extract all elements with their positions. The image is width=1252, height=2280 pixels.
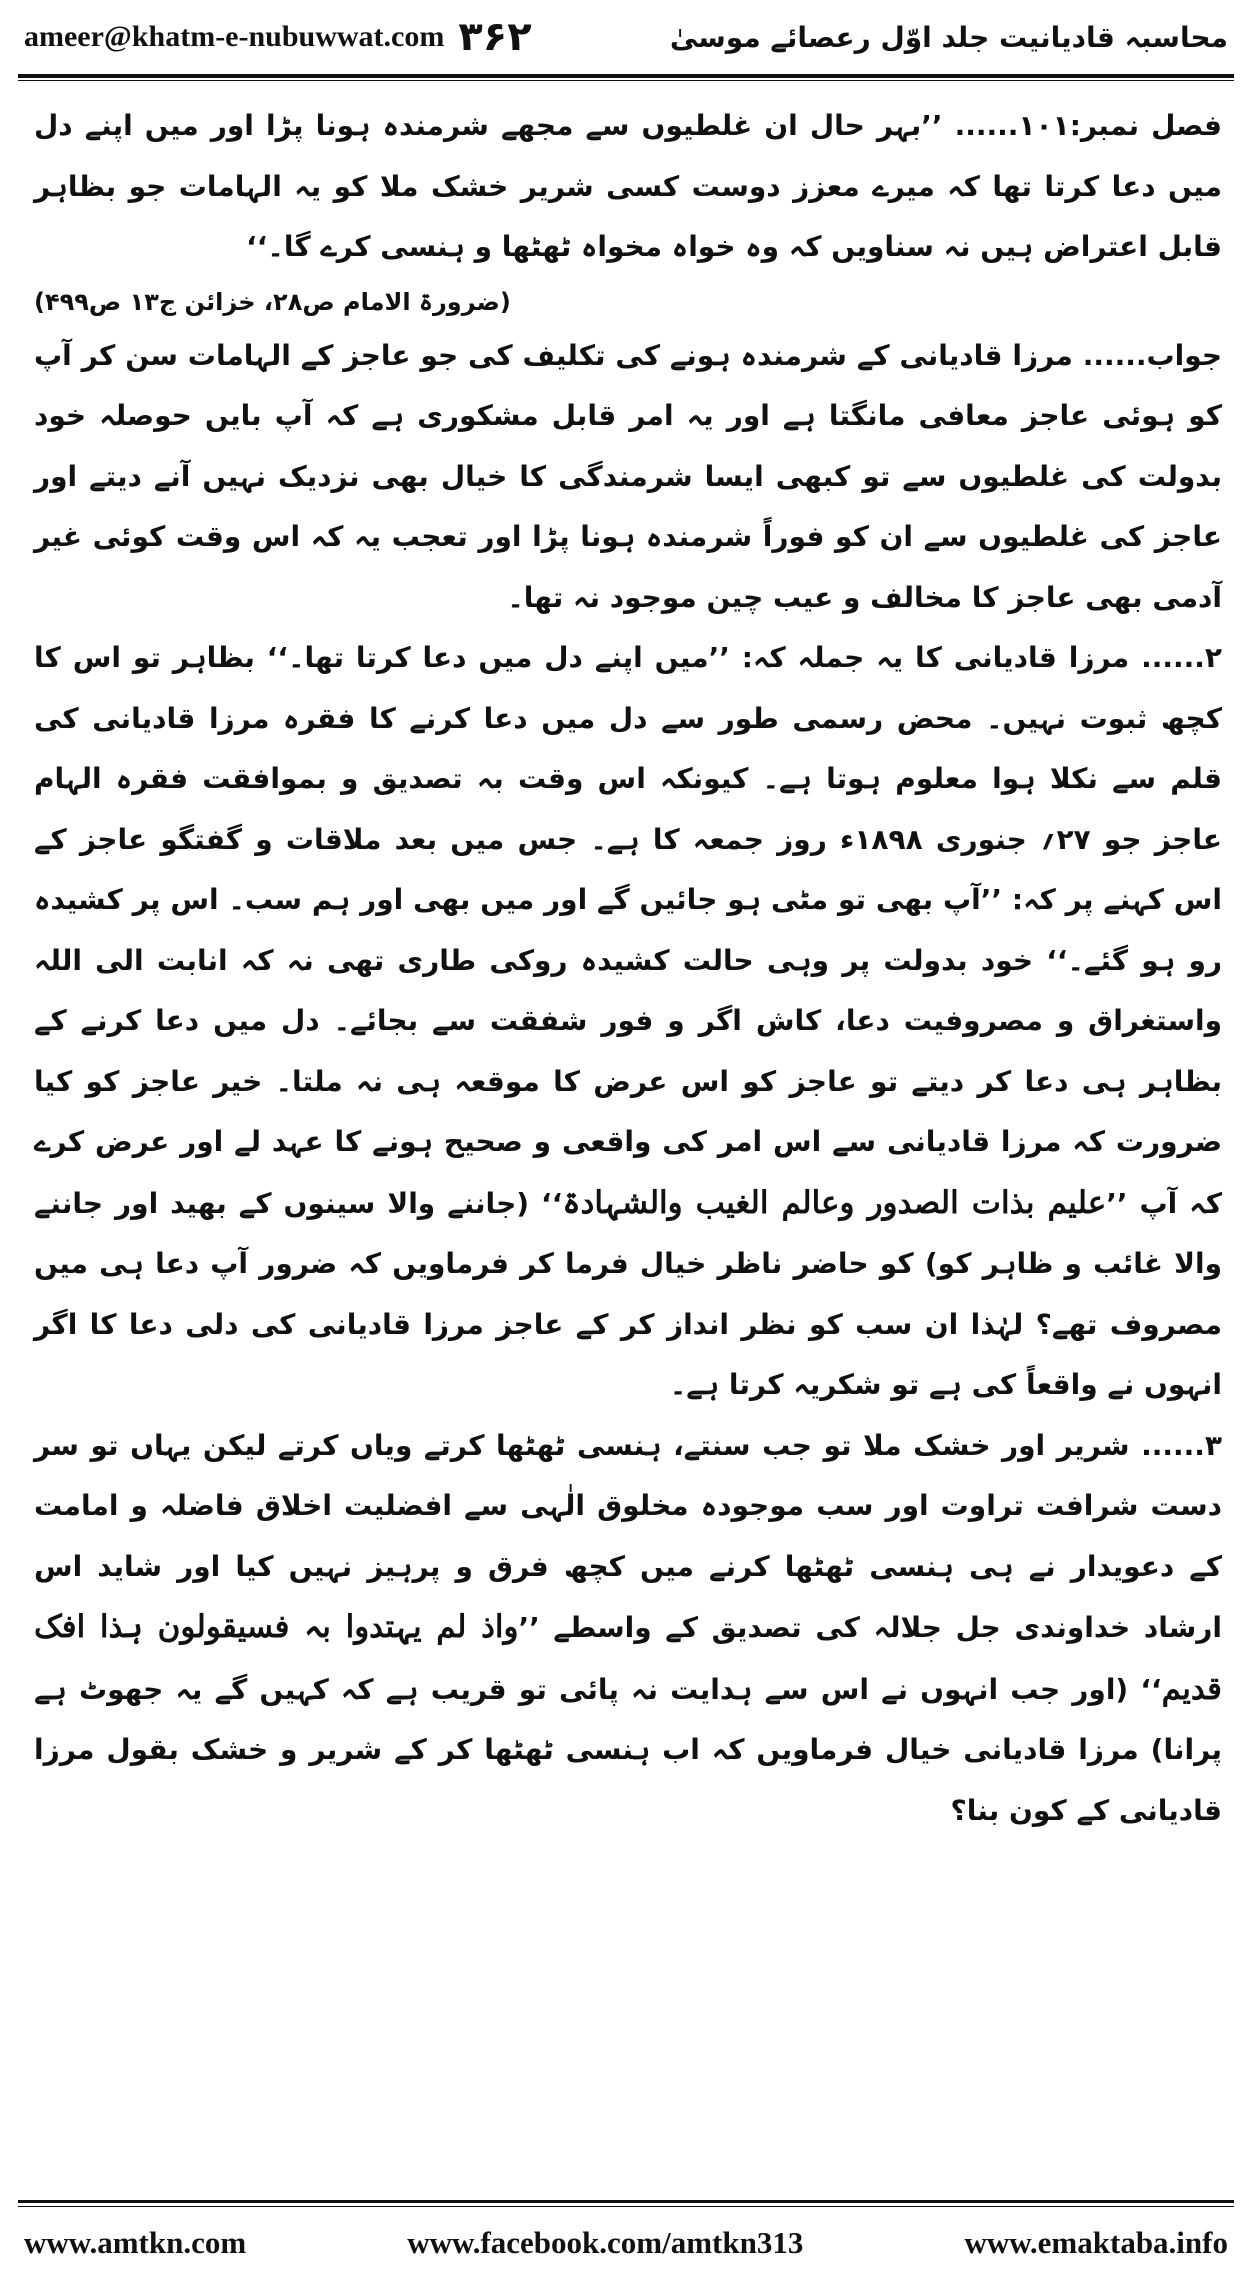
footer-rule-thin xyxy=(18,2206,1234,2207)
footer-link-facebook[interactable]: www.facebook.com/amtkn313 xyxy=(407,2225,804,2260)
header-email: ameer@khatm-e-nubuwwat.com xyxy=(24,20,445,53)
paragraph-text-tail: ‘‘ (جاننے والا سینوں کے بھید اور جاننے والا غائب و ظاہر کو) کو حاضر ناظر خیال فرما کر فرماویں کہ ضرور آپ دعا ہی میں مصروف تھے؟ لہٰذا ان سب کو نظر انداز کر کے عاجز مرزا قادیانی کی دلی دعا کا اگر انہوں نے واقعاً کی ہے تو شکریہ کرتا ہے۔ xyxy=(34,1186,1222,1401)
page-header xyxy=(24,0,1228,74)
paragraph-text-tail: ‘‘ (اور جب انہوں نے اس سے ہدایت نہ پائی تو قریب ہے کہ کہیں گے یہ جھوٹ ہے پرانا) مرزا قادیانی خیال فرماویں کہ اب ہنسی ٹھٹھا کر کے شریر و خشک بقول مرزا قادیانی کے کون بنا؟ xyxy=(34,1672,1222,1827)
paragraph-point-3 xyxy=(34,1416,1222,1842)
page-footer xyxy=(24,2218,1228,2268)
footer-rule xyxy=(18,2200,1234,2203)
arabic-quote: علیم بذات الصدور وعالم الغیب والشہادۃ xyxy=(562,1184,1107,1221)
paragraph-text: ۲...... مرزا قادیانی کا یہ جملہ کہ: ’’میں اپنے دل میں دعا کرتا تھا۔‘‘ بظاہر تو اس کا کچھ ثبوت نہیں۔ محض رسمی طور سے دل میں دعا کرنے کا فقرہ مرزا قادیانی کی قلم سے نکلا ہوا معلوم ہوتا ہے۔ کیونکہ اس وقت بہ تصدیق و بموافقت فقرہ الہام عاجز جو ۲۷؍ جنوری ۱۸۹۸ء روز جمعہ کا ہے۔ جس میں بعد ملاقات و گفتگو عاجز کے اس کہنے پر کہ: ’’آپ بھی تو مٹی ہو جائیں گے اور میں بھی اور ہم سب۔ اس پر کشیدہ رو ہو گئے۔‘‘ خود بدولت پر وہی حالت کشیدہ روکی طاری تھی نہ کہ انابت الی اللہ واستغراق و مصروفیت دعا، کاش اگر و فور شفقت سے بجائے۔ دل میں دعا کرنے کے بظاہر ہی دعا کر دیتے تو عاجز کو اس عرض کا موقعہ ہی نہ ملتا۔ خیر عاجز کو کیا ضرورت کہ مرزا قادیانی سے اس امر کی واقعی و صحیح ہونے کا عہد لے اور عرض کرے کہ آپ ’’ xyxy=(34,641,1222,1220)
header-rule-thin xyxy=(18,80,1234,81)
header-left xyxy=(24,14,532,60)
paragraph-answer: جواب...... مرزا قادیانی کے شرمندہ ہونے کی تکلیف کی جو عاجز کے الہامات سن کر آپ کو ہوئی عاجز معافی مانگتا ہے اور یہ امر قابل مشکوری ہے کہ آپ بایں حوصلہ خود بدولت کی غلطیوں سے تو کبھی ایسا شرمندگی کا خیال بھی نزدیک نہیں آنے دیتے اور عاجز کی غلطیوں سے ان کو فوراً شرمندہ ہونا پڑا اور تعجب یہ کہ اس وقت کوئی غیر آدمی بھی عاجز کا مخالف و عیب چین موجود نہ تھا۔ xyxy=(34,338,1222,614)
citation-reference: (ضرورۃ الامام ص۲۸، خزائن ج۱۳ ص۴۹۹) xyxy=(34,287,511,316)
arabic-verse: واذ لم یہتدوا بہ فسیقولون ہذا افک قدیم xyxy=(34,1609,1222,1707)
paragraph-text: فصل نمبر:۱۰۱...... ’’بہر حال ان غلطیوں سے مجھے شرمندہ ہونا پڑا اور میں اپنے دل میں دعا کرتا تھا کہ میرے معزز دوست کسی شریر خشک ملا کو یہ الہامات جو بظاہر قابل اعتراض ہیں نہ سناویں کہ وہ خواہ مخواہ ٹھٹھا و ہنسی کرے گا۔‘‘ xyxy=(34,109,1223,263)
page-body xyxy=(34,96,1222,1841)
book-title: محاسبہ قادیانیت جلد اوّل رعصائے موسیٰ xyxy=(669,20,1228,54)
footer-link-amtkn[interactable]: www.amtkn.com xyxy=(24,2225,247,2260)
paragraph-section-101 xyxy=(34,96,1222,326)
footer-link-emaktaba[interactable]: www.emaktaba.info xyxy=(964,2225,1228,2260)
header-rule xyxy=(18,74,1234,78)
page-number: ۳۶۲ xyxy=(458,14,532,60)
paragraph-point-2 xyxy=(34,628,1222,1416)
paragraph-text: ۳...... شریر اور خشک ملا تو جب سنتے، ہنسی ٹھٹھا کرتے ویاں کرتے لیکن یہاں تو سر دست شرافت تراوت اور سب موجودہ مخلوق الٰہی سے افضلیت اخلاق فاضلہ و امامت کے دعویدار نے ہی ہنسی ٹھٹھا کرنے میں کچھ فرق و پرہیز نہیں کیا اور شاید اس ارشاد خداوندی جل جلالہ کی تصدیق کے واسطے ’’ xyxy=(34,1428,1222,1644)
